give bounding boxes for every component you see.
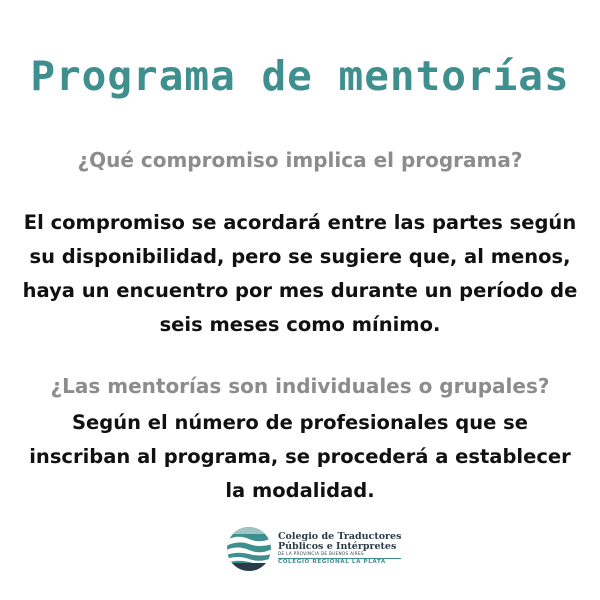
question-modality: ¿Las mentorías son individuales o grupales? [50,374,550,398]
wave-circle-icon [226,526,272,572]
logo-line-4: COLEGIO REGIONAL LA PLATA [278,558,401,566]
organization-logo [226,526,401,572]
page-title: Programa de mentorías [30,52,570,100]
logo-line-1: Colegio de Traductores [278,531,402,543]
logo-line-2: Públicos e Intérpretes [278,541,397,553]
answer-commitment: El compromiso se acordará entre las partes según su disponibilidad, pero se sugiere que, al menos, haya un encuentro por mes durante un período de seis meses como mínimo. [22,211,578,336]
logo-line-3: DE LA PROVINCIA DE BUENOS AIRES [278,551,364,557]
answer-modality: Según el número de profesionales que se inscriban al programa, se procederá a establecer la modalidad. [29,411,571,502]
question-commitment: ¿Qué compromiso implica el programa? [77,148,523,172]
